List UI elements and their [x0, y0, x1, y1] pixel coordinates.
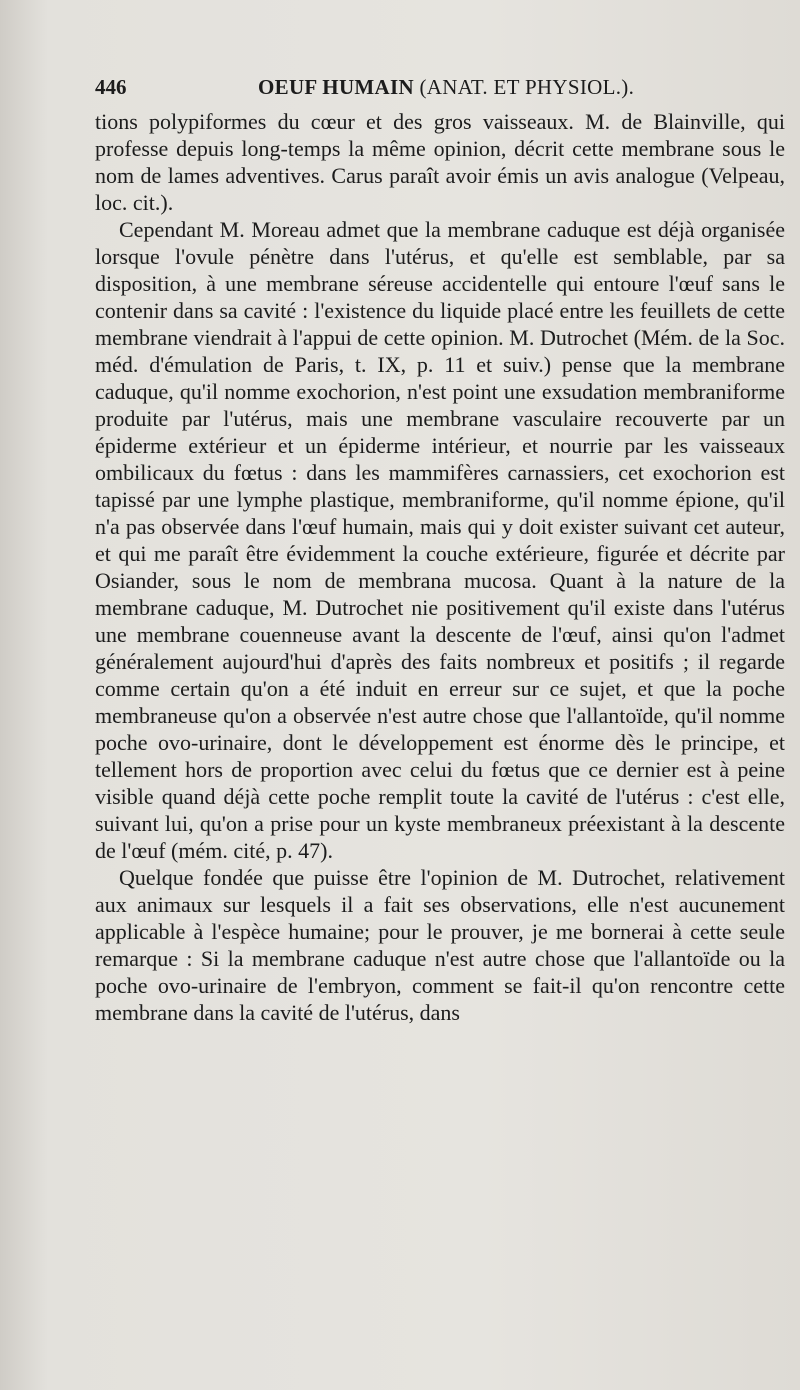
page-number: 446 [95, 75, 127, 99]
running-title [258, 72, 634, 102]
running-title-main: OEUF HUMAIN [258, 75, 414, 99]
body-text [95, 108, 785, 1026]
paragraph-2: Cependant M. Moreau admet que la membrane caduque est déjà organisée lorsque l'ovule pénètre dans l'utérus, et qu'elle est semblable, par sa disposition, à une membrane séreuse accidentelle qui entoure l'œuf sans le contenir dans sa cavité : l'existence du liquide placé entre les feuillets de cette membrane viendrait à l'appui de cette opinion. M. Dutrochet (Mém. de la Soc. méd. d'émulation de Paris, t. IX, p. 11 et suiv.) pense que la membrane caduque, qu'il nomme exochorion, n'est point une exsudation membraniforme produite par l'utérus, mais une membrane vasculaire recouverte par un épiderme extérieur et un épiderme intérieur, et nourrie par les vaisseaux ombilicaux du fœtus : dans les mammifères carnassiers, cet exochorion est tapissé par une lymphe plastique, membraniforme, qu'il nomme épione, qu'il n'a pas observée dans l'œuf humain, mais qui y doit exister suivant cet auteur, et qui me paraît être évidemment la couche extérieure, figurée et décrite par Osiander, sous le nom de membrana mucosa. Quant à la nature de la membrane caduque, M. Dutrochet nie positivement qu'il existe dans l'utérus une membrane couenneuse avant la descente de l'œuf, ainsi qu'on l'admet généralement aujourd'hui d'après des faits nombreux et positifs ; il regarde comme certain qu'on a été induit en erreur sur ce sujet, et que la poche membraneuse qu'on a observée n'est autre chose que l'allantoïde, qu'il nomme poche ovo-urinaire, dont le développement est énorme dès le principe, et tellement hors de proportion avec celui du fœtus que ce dernier est à peine visible quand déjà cette poche remplit toute la cavité de l'utérus : c'est elle, suivant lui, qu'on a prise pour un kyste membraneux préexistant à la descente de l'œuf (mém. cité, p. 47). [95, 217, 785, 863]
paragraph-1: tions polypiformes du cœur et des gros vaisseaux. M. de Blainville, qui professe depuis long-temps la même opinion, décrit cette membrane sous le nom de lames adventives. Carus paraît avoir émis un avis analogue (Velpeau, loc. cit.). [95, 109, 785, 215]
running-title-paren: (ANAT. ET PHYSIOL.). [419, 75, 635, 99]
paragraph-3: Quelque fondée que puisse être l'opinion de M. Dutrochet, relativement aux animaux sur lesquels il a fait ses observations, elle n'est aucunement applicable à l'espèce humaine; pour le prouver, je me bornerai à cette seule remarque : Si la membrane caduque n'est autre chose que l'allantoïde ou la poche ovo-urinaire de l'embryon, comment se fait-il qu'on rencontre cette membrane dans la cavité de l'utérus, dans [95, 865, 785, 1025]
running-header [95, 72, 785, 102]
